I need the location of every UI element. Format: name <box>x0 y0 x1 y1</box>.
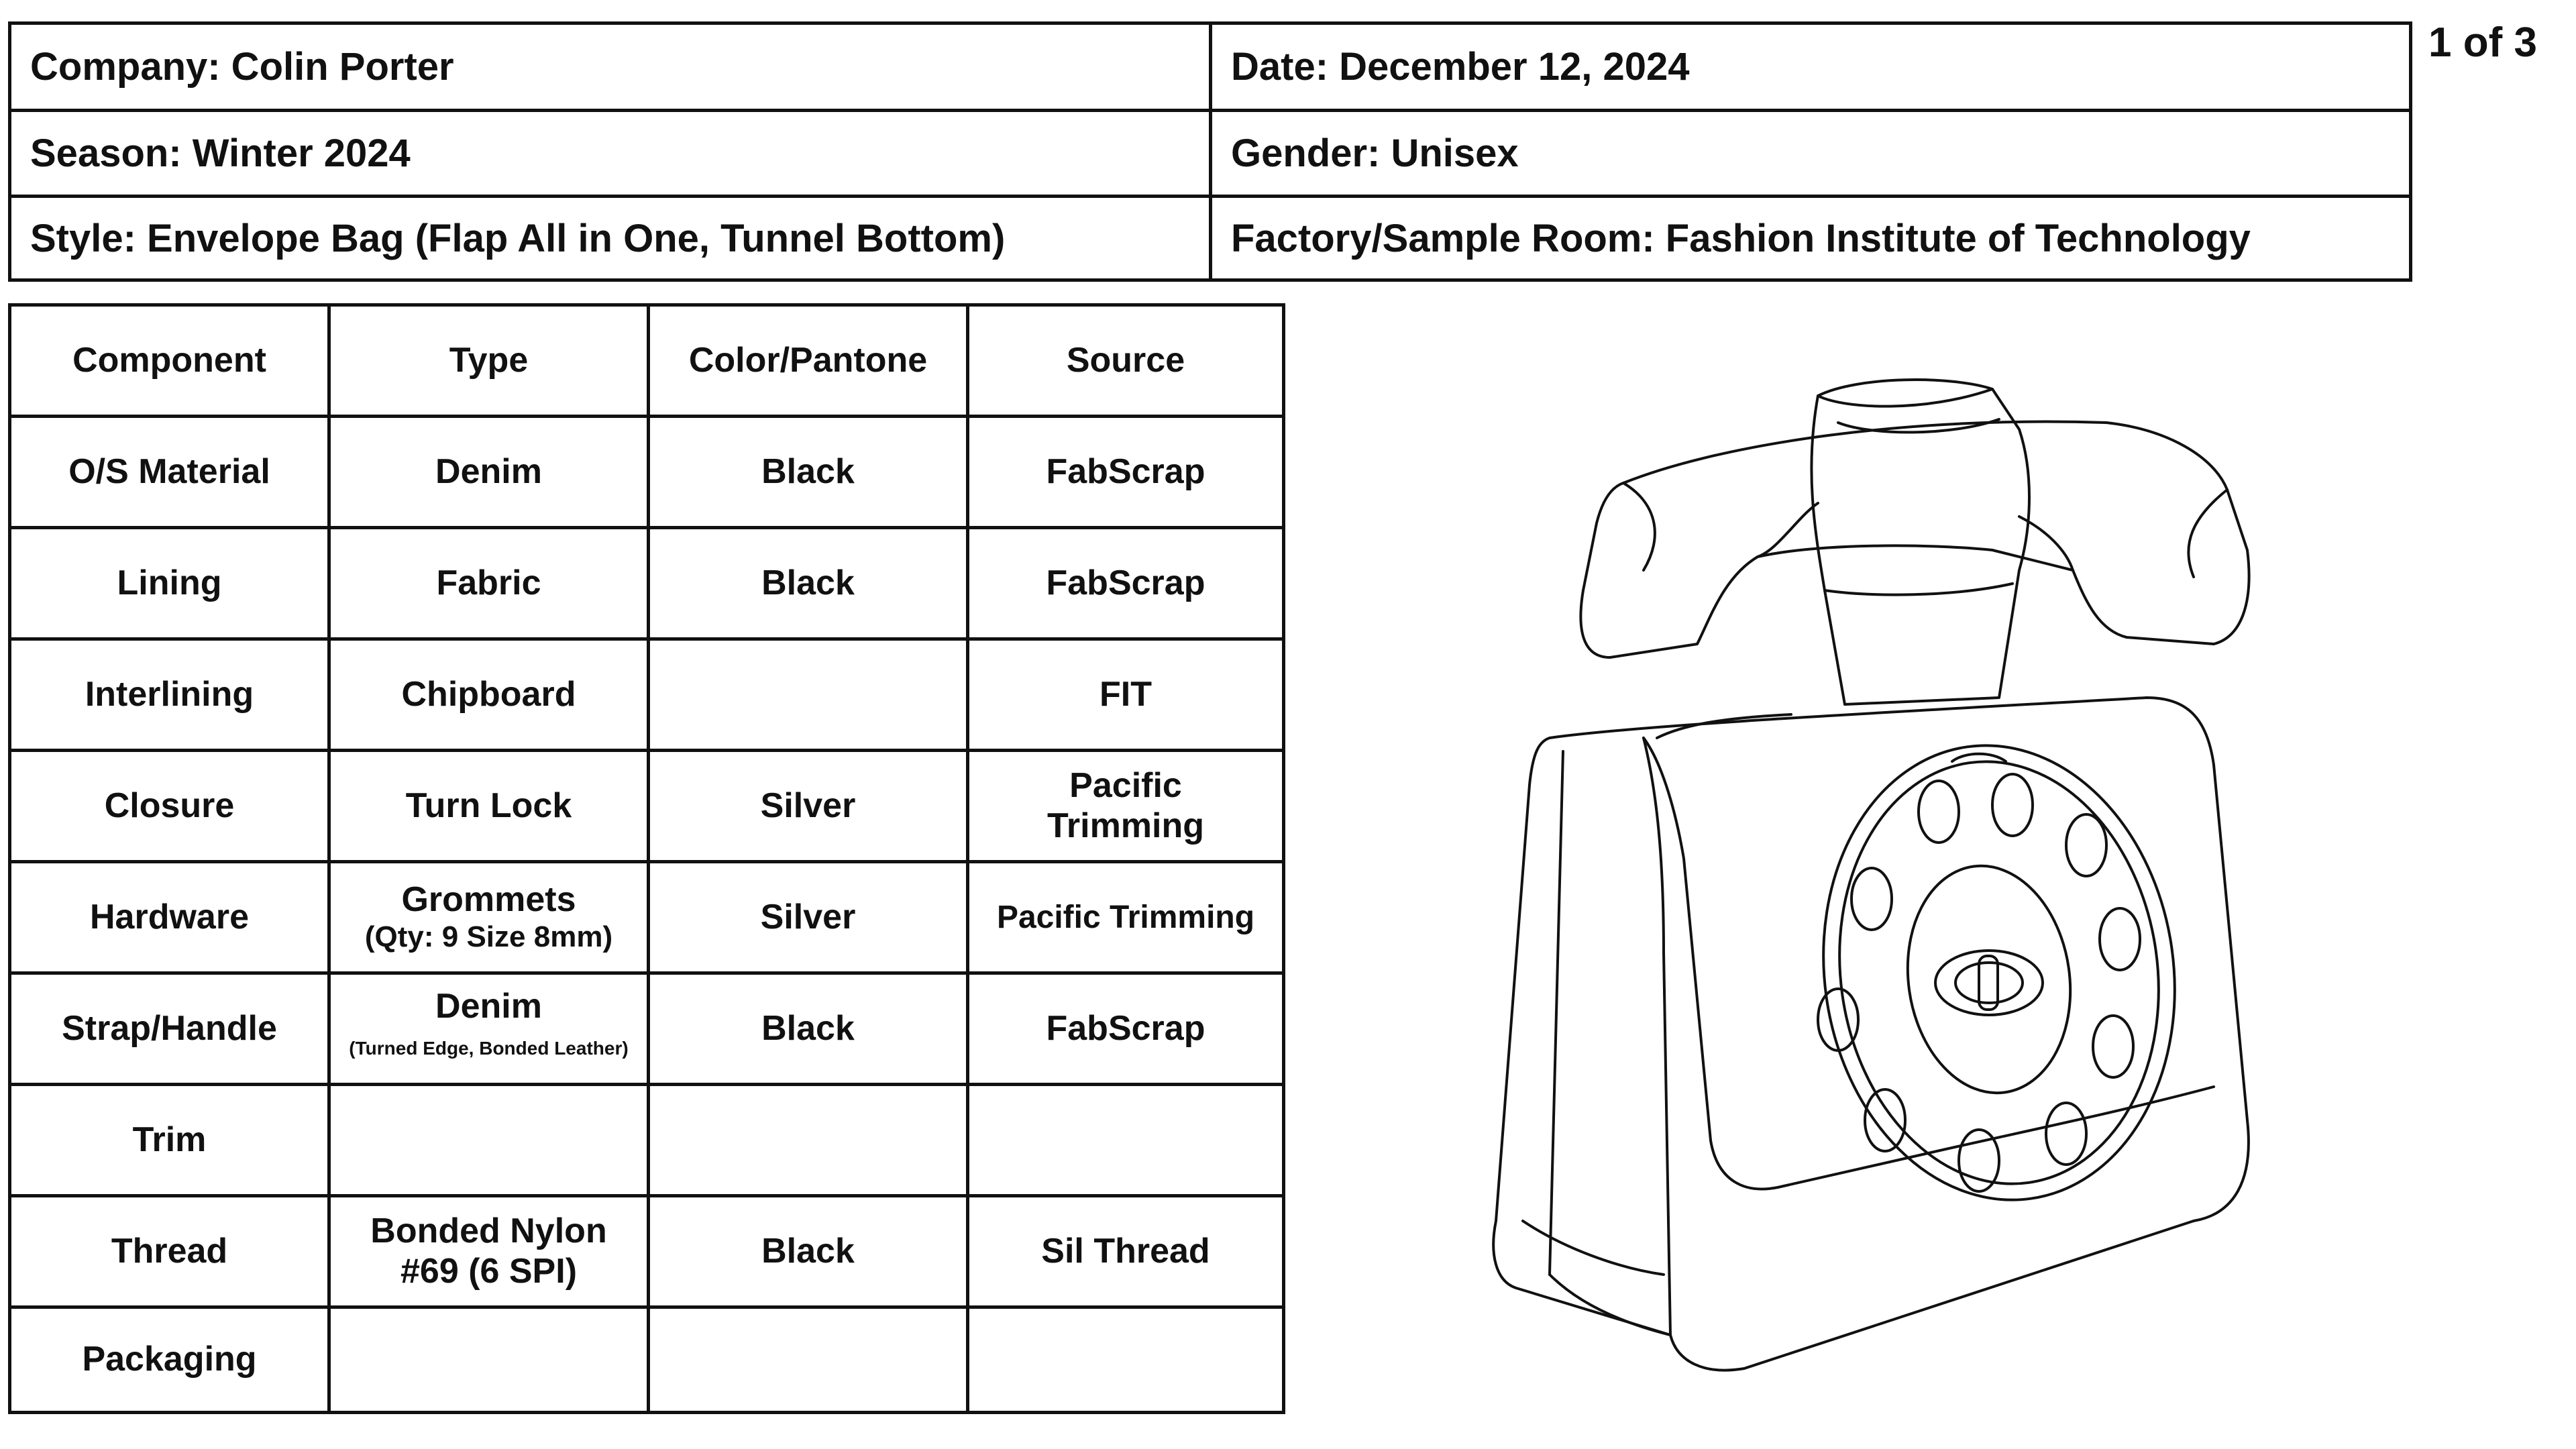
type-note: (Turned Edge, Bonded Leather) <box>349 1038 629 1059</box>
type-cell: Turn Lock <box>331 752 650 860</box>
source-cell <box>969 1086 1282 1194</box>
header-component: Component <box>11 307 331 415</box>
type-main: Grommets <box>401 880 576 920</box>
header-row-season <box>11 112 2409 198</box>
component-cell: Thread <box>11 1197 331 1305</box>
component-table <box>8 303 1285 1414</box>
component-cell: Closure <box>11 752 331 860</box>
component-cell: Hardware <box>11 863 331 971</box>
header-row-company <box>11 25 2409 112</box>
source-cell: FabScrap <box>1046 563 1205 602</box>
date-field: Date: December 12, 2024 <box>1231 45 1690 89</box>
table-row <box>11 418 1282 529</box>
table-row <box>11 975 1282 1086</box>
gender-field: Gender: Unisex <box>1231 131 1519 175</box>
spec-header <box>8 21 2412 282</box>
source-cell: FabScrap <box>1046 451 1205 491</box>
header-source: Source <box>1066 340 1185 380</box>
color-cell: Black <box>650 418 969 526</box>
table-row <box>11 1309 1282 1411</box>
page-indicator: 1 of 3 <box>2428 19 2537 66</box>
color-cell: Black <box>650 529 969 637</box>
header-type: Type <box>331 307 650 415</box>
header-color: Color/Pantone <box>650 307 969 415</box>
type-cell: Fabric <box>331 529 650 637</box>
table-row <box>11 752 1282 863</box>
type-note: (Qty: 9 Size 8mm) <box>364 920 613 954</box>
component-cell: O/S Material <box>11 418 331 526</box>
type-cell <box>331 1086 650 1194</box>
factory-field: Factory/Sample Room: Fashion Institute of Technology <box>1231 216 2251 260</box>
source-cell: FabScrap <box>1046 1008 1205 1048</box>
color-cell <box>650 1309 969 1411</box>
type-cell: Bonded Nylon #69 (6 SPI) <box>331 1197 650 1305</box>
type-cell <box>331 975 650 1083</box>
color-cell <box>650 641 969 749</box>
rotary-phone-bag-sketch-icon <box>1442 349 2381 1422</box>
source-cell: FIT <box>1099 674 1152 714</box>
color-cell: Black <box>650 975 969 1083</box>
color-cell: Black <box>650 1197 969 1305</box>
type-cell <box>331 1309 650 1411</box>
component-cell: Packaging <box>11 1309 331 1411</box>
color-cell: Silver <box>650 752 969 860</box>
header-row-style <box>11 198 2409 278</box>
style-field: Style: Envelope Bag (Flap All in One, Tunnel Bottom) <box>11 198 1212 278</box>
company-field: Company: Colin Porter <box>11 25 1212 109</box>
table-row <box>11 1086 1282 1197</box>
color-cell <box>650 1086 969 1194</box>
table-row <box>11 863 1282 975</box>
component-cell: Strap/Handle <box>11 975 331 1083</box>
table-row <box>11 1197 1282 1309</box>
component-cell: Interlining <box>11 641 331 749</box>
type-main: Denim <box>435 987 542 1026</box>
table-header-row <box>11 307 1282 418</box>
bag-illustration <box>1442 349 2381 1422</box>
source-cell: Pacific Trimming <box>1046 765 1205 845</box>
component-cell: Trim <box>11 1086 331 1194</box>
color-cell: Silver <box>650 863 969 971</box>
season-field: Season: Winter 2024 <box>11 112 1212 195</box>
type-cell: Denim <box>331 418 650 526</box>
table-row <box>11 641 1282 752</box>
source-cell: Pacific Trimming <box>996 899 1255 935</box>
component-cell: Lining <box>11 529 331 637</box>
type-cell <box>331 863 650 971</box>
type-cell: Chipboard <box>331 641 650 749</box>
source-cell: Sil Thread <box>1041 1231 1210 1271</box>
table-row <box>11 529 1282 641</box>
source-cell <box>969 1309 1282 1411</box>
